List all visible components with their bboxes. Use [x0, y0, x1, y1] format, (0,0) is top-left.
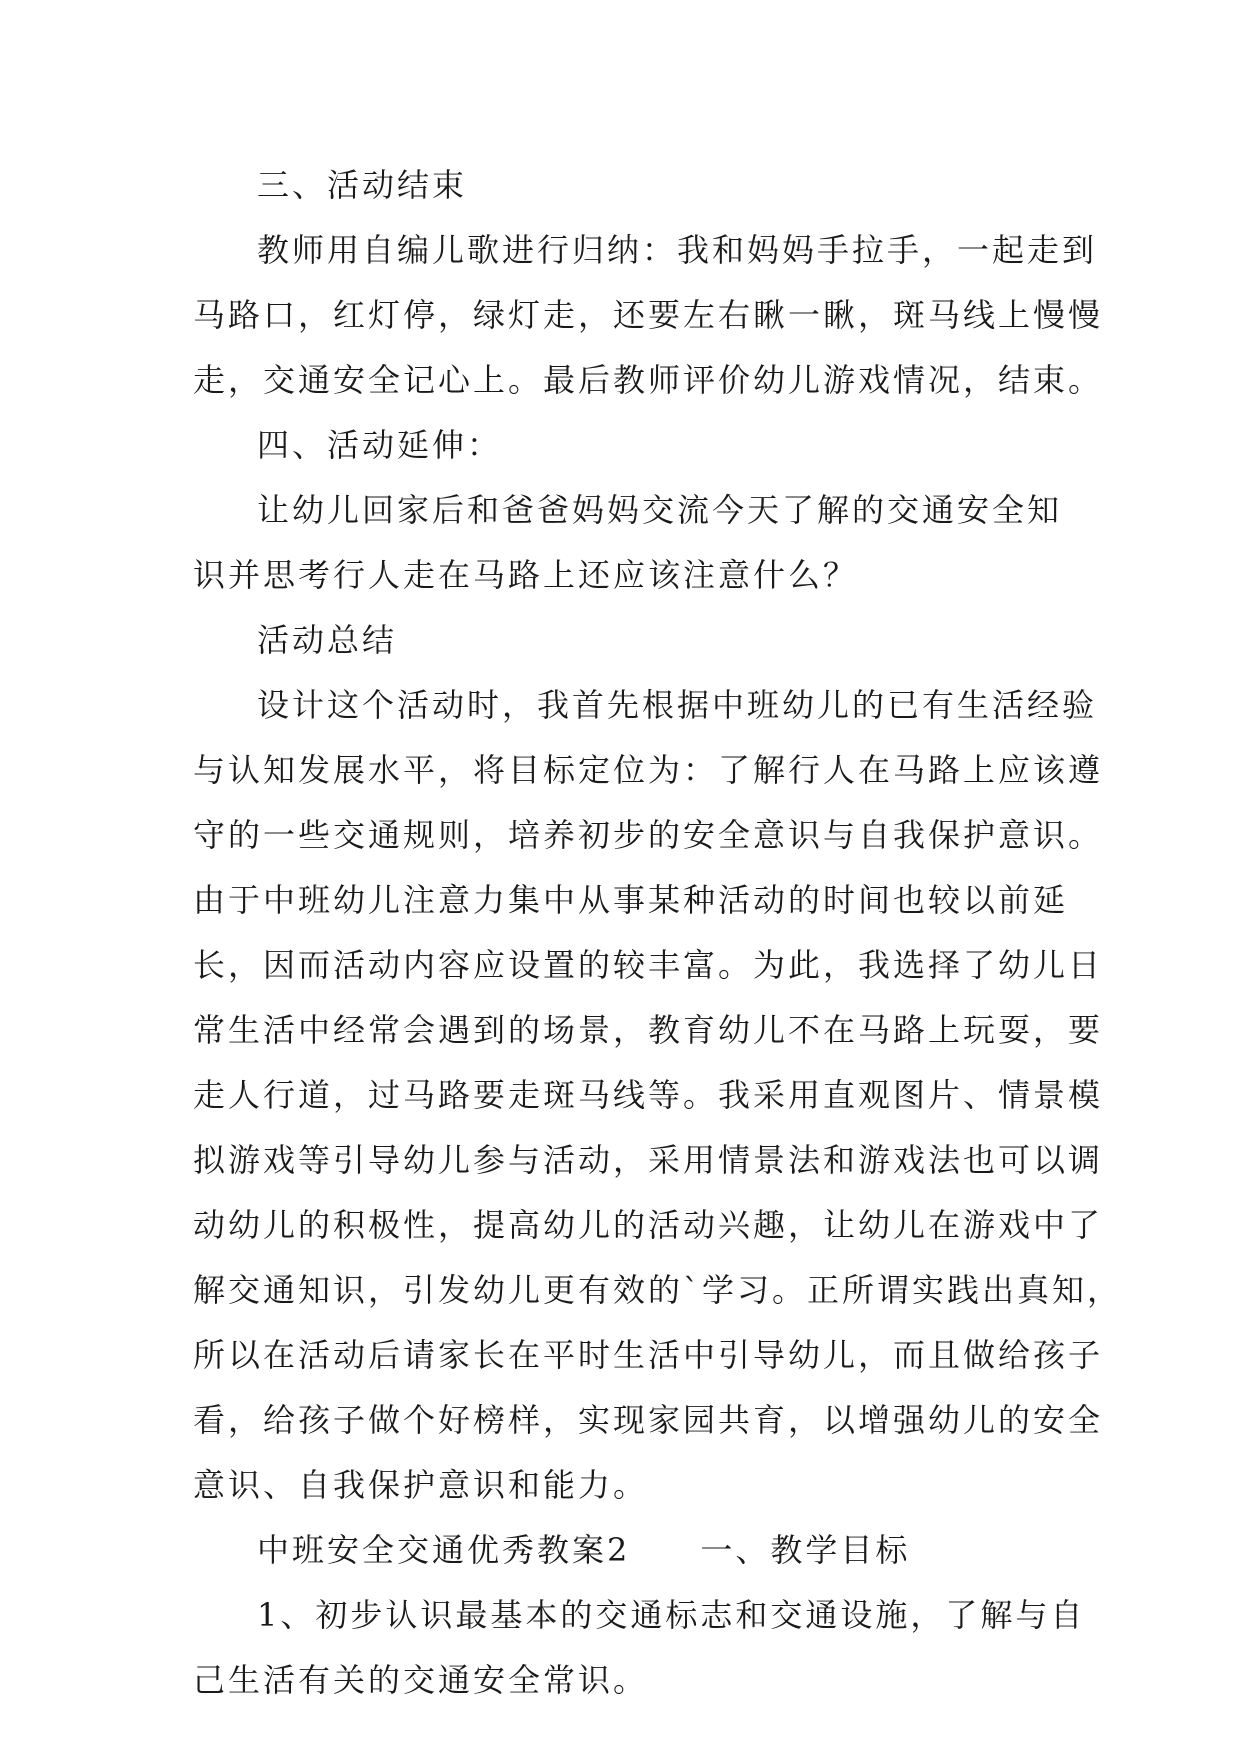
section-heading-activity-extension: 四、活动延伸：	[257, 426, 503, 464]
paragraph-line: 看，给孩子做个好榜样，实现家园共育，以增强幼儿的安全	[193, 1401, 1104, 1439]
section-heading-activity-end: 三、活动结束	[257, 166, 468, 204]
paragraph-line: 1、初步认识最基本的交通标志和交通设施，了解与自	[257, 1596, 1086, 1634]
lesson-plan-title-line: 中班安全交通优秀教案2 一、教学目标	[257, 1531, 911, 1569]
paragraph-line: 走人行道，过马路要走斑马线等。我采用直观图片、情景模	[193, 1076, 1104, 1114]
paragraph-line: 设计这个活动时，我首先根据中班幼儿的已有生活经验	[257, 686, 1098, 724]
paragraph-line: 己生活有关的交通安全常识。	[193, 1661, 649, 1699]
paragraph-line: 长，因而活动内容应设置的较丰富。为此，我选择了幼儿日	[193, 946, 1104, 984]
paragraph-line: 解交通知识，引发幼儿更有效的`学习。正所谓实践出真知，	[193, 1271, 1123, 1309]
paragraph-line: 教师用自编儿歌进行归纳：我和妈妈手拉手，一起走到	[257, 231, 1098, 269]
paragraph-line: 拟游戏等引导幼儿参与活动，采用情景法和游戏法也可以调	[193, 1141, 1104, 1179]
paragraph-line: 与认知发展水平，将目标定位为：了解行人在马路上应该遵	[193, 751, 1104, 789]
paragraph-line: 动幼儿的积极性，提高幼儿的活动兴趣，让幼儿在游戏中了	[193, 1206, 1104, 1244]
paragraph-line: 马路口，红灯停，绿灯走，还要左右瞅一瞅，斑马线上慢慢	[193, 296, 1104, 334]
paragraph-line: 守的一些交通规则，培养初步的安全意识与自我保护意识。	[193, 816, 1104, 854]
section-heading-activity-summary: 活动总结	[257, 621, 398, 659]
paragraph-line: 意识、自我保护意识和能力。	[193, 1466, 649, 1504]
paragraph-line: 由于中班幼儿注意力集中从事某种活动的时间也较以前延	[193, 881, 1069, 919]
paragraph-line: 识并思考行人走在马路上还应该注意什么？	[193, 556, 859, 594]
paragraph-line: 常生活中经常会遇到的场景，教育幼儿不在马路上玩耍，要	[193, 1011, 1104, 1049]
paragraph-line: 走，交通安全记心上。最后教师评价幼儿游戏情况，结束。	[193, 361, 1104, 399]
paragraph-line: 让幼儿回家后和爸爸妈妈交流今天了解的交通安全知	[257, 491, 1063, 529]
paragraph-line: 所以在活动后请家长在平时生活中引导幼儿，而且做给孩子	[193, 1336, 1104, 1374]
